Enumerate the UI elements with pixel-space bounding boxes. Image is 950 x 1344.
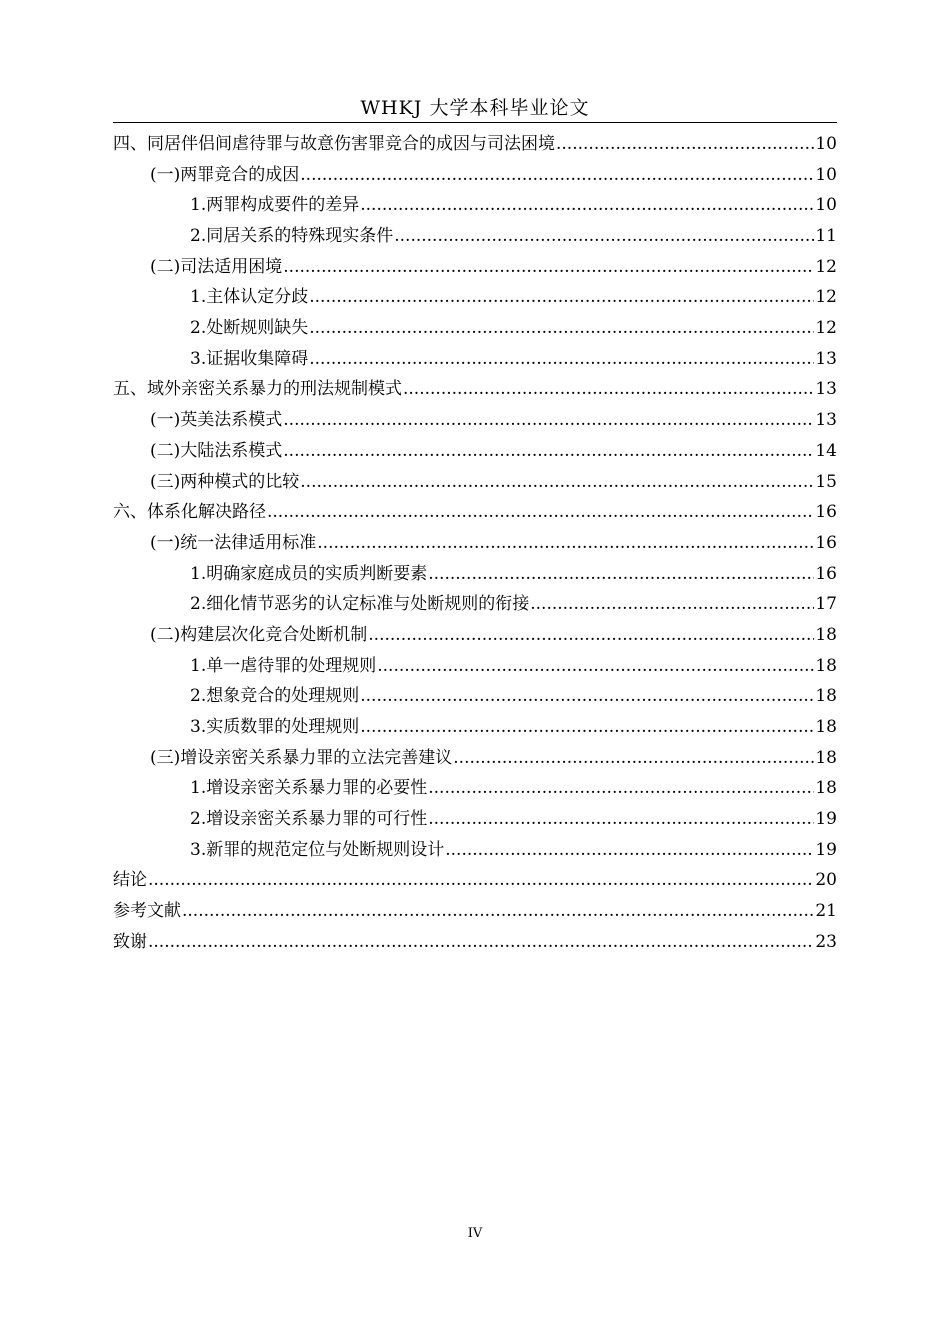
toc-entry-title: 2.处断规则缺失 <box>190 318 309 339</box>
toc-leader-dots <box>283 405 814 436</box>
toc-entry-title: (二)大陆法系模式 <box>150 440 283 461</box>
toc-entry-page: 10 <box>815 164 837 185</box>
toc-entry-title: (一)英美法系模式 <box>150 410 283 431</box>
toc-entry[interactable] <box>113 835 837 866</box>
toc-leader-dots <box>300 467 814 498</box>
toc-entry-page: 20 <box>815 870 837 891</box>
page-header <box>113 94 837 123</box>
toc-leader-dots <box>309 344 814 375</box>
toc-entry-title: 1.两罪构成要件的差异 <box>190 195 360 216</box>
toc-leader-dots <box>148 927 814 958</box>
toc-entry-page: 12 <box>815 287 837 308</box>
toc-leader-dots <box>300 160 814 191</box>
toc-entry[interactable] <box>113 190 837 221</box>
toc-entry-title: 2.同居关系的特殊现实条件 <box>190 226 394 247</box>
toc-entry-title: 3.新罪的规范定位与处断规则设计 <box>190 839 445 860</box>
toc-entry-title: 2.细化情节恶劣的认定标准与处断规则的衔接 <box>190 594 530 615</box>
toc-entry[interactable] <box>113 651 837 682</box>
toc-entry[interactable] <box>113 589 837 620</box>
toc-entry-page: 19 <box>815 839 837 860</box>
toc-entry-title: 1.主体认定分歧 <box>190 287 309 308</box>
toc-leader-dots <box>283 436 814 467</box>
toc-entry-title: (二)构建层次化竞合处断机制 <box>150 624 368 645</box>
toc-entry[interactable] <box>113 620 837 651</box>
toc-leader-dots <box>283 252 814 283</box>
toc-leader-dots <box>368 620 814 651</box>
toc-entry-page: 18 <box>815 717 837 738</box>
toc-entry[interactable] <box>113 436 837 467</box>
toc-entry-page: 19 <box>815 809 837 830</box>
toc-entry-title: 1.明确家庭成员的实质判断要素 <box>190 563 428 584</box>
toc-leader-dots <box>428 773 814 804</box>
toc-entry-page: 13 <box>815 348 837 369</box>
page-number: IV <box>467 1226 483 1241</box>
toc-entry-title: (一)两罪竞合的成因 <box>150 164 300 185</box>
toc-entry-page: 18 <box>815 747 837 768</box>
toc-entry-title: (三)增设亲密关系暴力罪的立法完善建议 <box>150 747 453 768</box>
toc-entry-page: 18 <box>815 655 837 676</box>
toc-entry[interactable] <box>113 804 837 835</box>
toc-entry[interactable] <box>113 559 837 590</box>
toc-entry-title: 致谢 <box>113 931 147 952</box>
toc-entry-page: 21 <box>815 901 837 922</box>
toc-entry-title: 1.单一虐待罪的处理规则 <box>190 655 377 676</box>
toc-leader-dots <box>267 497 814 528</box>
toc-entry-title: 1.增设亲密关系暴力罪的必要性 <box>190 778 428 799</box>
toc-entry-page: 10 <box>815 133 837 154</box>
toc-entry[interactable] <box>113 467 837 498</box>
toc-leader-dots <box>148 865 814 896</box>
toc-entry-page: 23 <box>815 931 837 952</box>
toc-entry-page: 18 <box>815 778 837 799</box>
toc-entry-title: 3.实质数罪的处理规则 <box>190 717 360 738</box>
toc-leader-dots <box>360 681 814 712</box>
toc-entry-title: 2.增设亲密关系暴力罪的可行性 <box>190 809 428 830</box>
toc-entry[interactable] <box>113 497 837 528</box>
toc-leader-dots <box>317 528 814 559</box>
toc-leader-dots <box>403 374 814 405</box>
toc-leader-dots <box>309 282 814 313</box>
toc-entry-title: 3.证据收集障碍 <box>190 348 309 369</box>
toc-entry[interactable] <box>113 129 837 160</box>
toc-entry-page: 18 <box>815 686 837 707</box>
toc-leader-dots <box>453 743 814 774</box>
toc-entry[interactable] <box>113 375 837 406</box>
toc-entry-page: 14 <box>815 440 837 461</box>
toc-entry-title: 结论 <box>113 870 147 891</box>
toc-entry[interactable] <box>113 282 837 313</box>
header-title: WHKJ 大学本科毕业论文 <box>360 97 590 119</box>
toc-leader-dots <box>556 129 814 160</box>
toc-entry[interactable] <box>113 773 837 804</box>
toc-entry-page: 16 <box>815 532 837 553</box>
toc-entry[interactable] <box>113 313 837 344</box>
toc-entry[interactable] <box>113 927 837 958</box>
toc-entry-title: 六、体系化解决路径 <box>113 502 266 523</box>
toc-leader-dots <box>360 712 814 743</box>
toc-entry-page: 17 <box>815 594 837 615</box>
toc-entry-page: 13 <box>815 410 837 431</box>
toc-leader-dots <box>360 190 814 221</box>
toc-entry-title: (二)司法适用困境 <box>150 256 283 277</box>
toc-entry[interactable] <box>113 896 837 927</box>
toc-entry[interactable] <box>113 712 837 743</box>
page-footer <box>0 1226 950 1241</box>
toc-entry-page: 12 <box>815 318 837 339</box>
toc-entry[interactable] <box>113 252 837 283</box>
toc-leader-dots <box>309 313 814 344</box>
toc-leader-dots <box>445 835 814 866</box>
toc-leader-dots <box>428 559 814 590</box>
toc-entry[interactable] <box>113 743 837 774</box>
toc-entry-page: 16 <box>815 502 837 523</box>
toc-entry-page: 13 <box>815 379 837 400</box>
table-of-contents <box>113 129 837 958</box>
toc-entry[interactable] <box>113 405 837 436</box>
toc-entry-title: 五、域外亲密关系暴力的刑法规制模式 <box>113 379 402 400</box>
toc-entry-page: 15 <box>815 471 837 492</box>
toc-entry-page: 10 <box>815 195 837 216</box>
toc-entry[interactable] <box>113 528 837 559</box>
toc-leader-dots <box>530 589 814 620</box>
toc-entry-page: 16 <box>815 563 837 584</box>
toc-entry-page: 11 <box>815 226 837 247</box>
toc-entry-page: 18 <box>815 624 837 645</box>
toc-entry-title: 2.想象竞合的处理规则 <box>190 686 360 707</box>
toc-entry-title: (三)两种模式的比较 <box>150 471 300 492</box>
toc-entry[interactable] <box>113 866 837 897</box>
toc-leader-dots <box>428 804 814 835</box>
toc-entry-title: 参考文献 <box>113 901 181 922</box>
toc-entry[interactable] <box>113 681 837 712</box>
toc-entry[interactable] <box>113 221 837 252</box>
toc-entry-title: (一)统一法律适用标准 <box>150 532 317 553</box>
toc-entry[interactable] <box>113 160 837 191</box>
toc-leader-dots <box>182 896 814 927</box>
toc-entry[interactable] <box>113 344 837 375</box>
toc-leader-dots <box>377 651 814 682</box>
toc-entry-page: 12 <box>815 256 837 277</box>
toc-entry-title: 四、同居伴侣间虐待罪与故意伤害罪竞合的成因与司法困境 <box>113 133 555 154</box>
toc-leader-dots <box>394 221 814 252</box>
